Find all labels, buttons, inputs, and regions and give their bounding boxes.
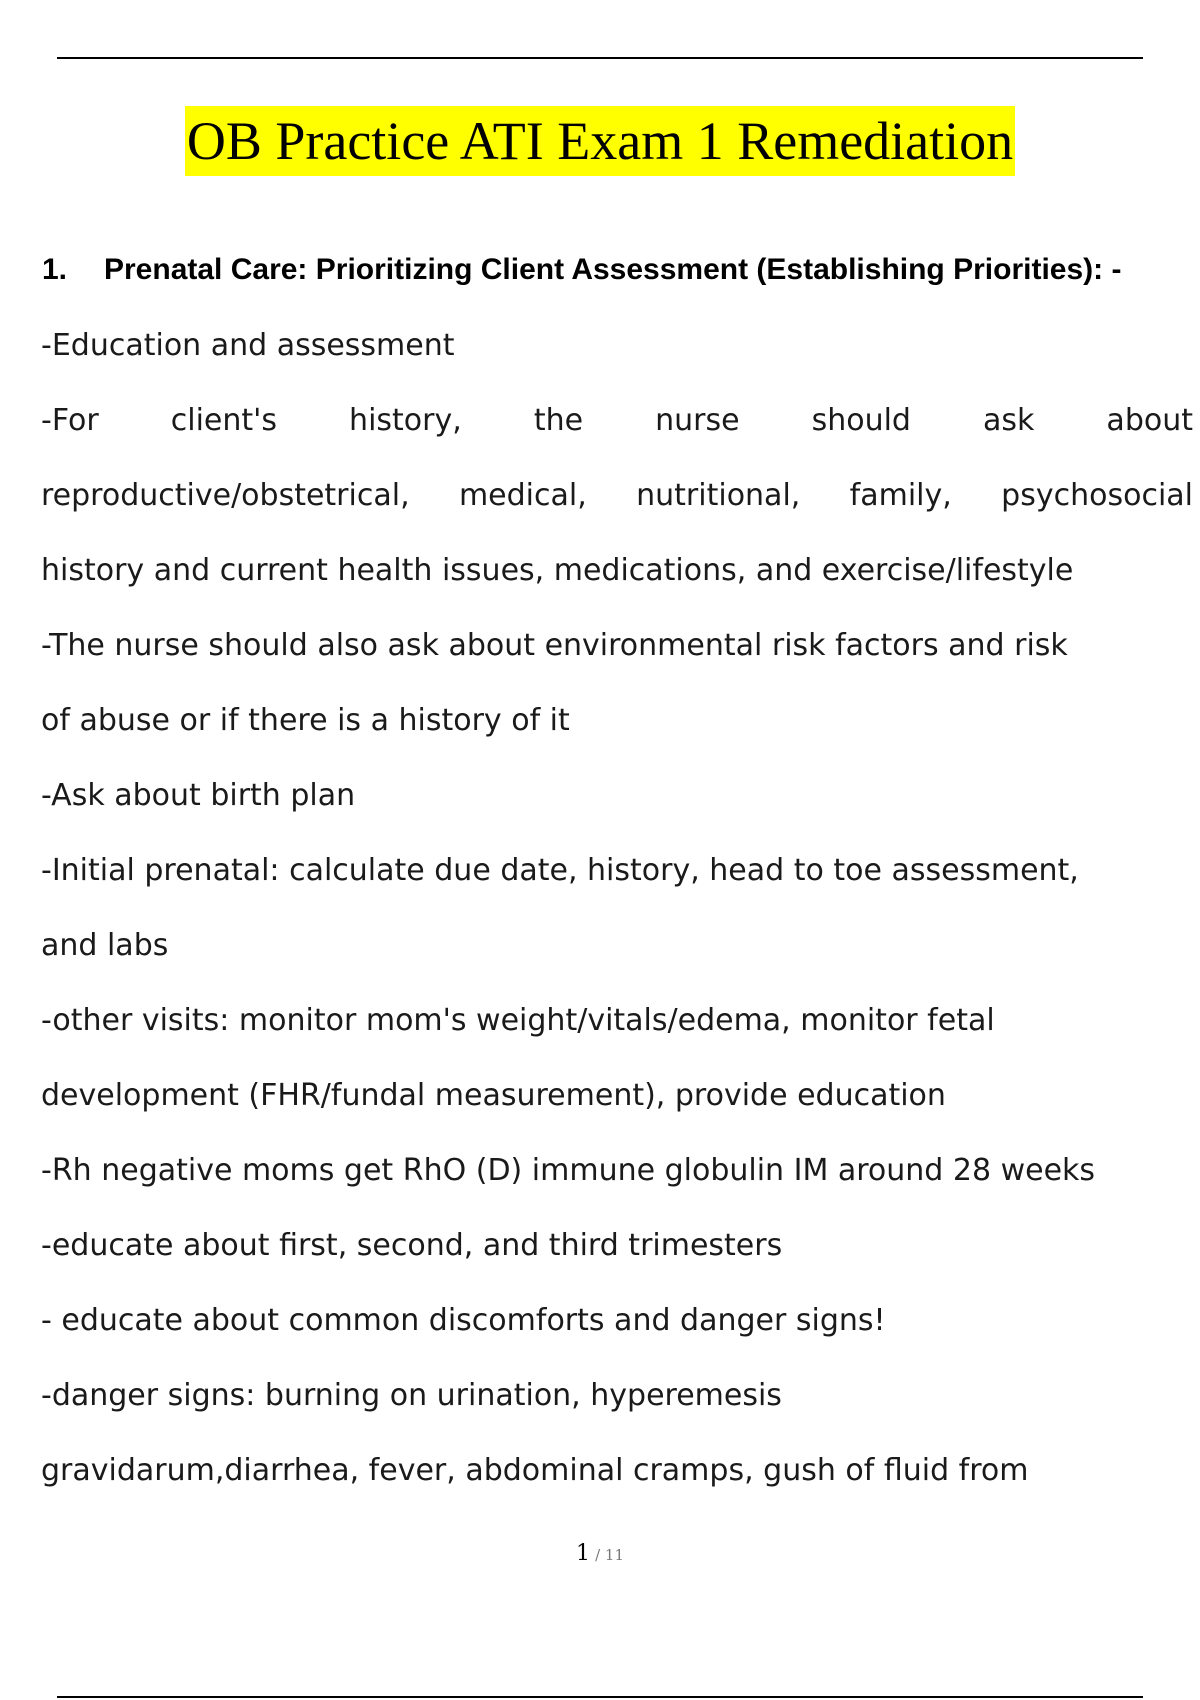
body-line: -Education and assessment <box>41 328 455 363</box>
page-total: / 11 <box>595 1546 624 1564</box>
top-divider <box>57 57 1143 59</box>
body-line: -Rh negative moms get RhO (D) immune globulin IM around 28 weeks <box>41 1153 1096 1188</box>
body-line: -For client's history, the nurse should ask about <box>41 403 1193 438</box>
body-line: -educate about first, second, and third trimesters <box>41 1228 783 1263</box>
body-line: of abuse or if there is a history of it <box>41 703 570 738</box>
body-line: reproductive/obstetrical, medical, nutritional, family, psychosocial <box>41 478 1193 513</box>
body-line: -danger signs: burning on urination, hyperemesis <box>41 1378 782 1413</box>
body-line: -Ask about birth plan <box>41 778 356 813</box>
body-line: gravidarum,diarrhea, fever, abdominal cramps, gush of fluid from <box>41 1453 1029 1488</box>
body-line: -The nurse should also ask about environmental risk factors and risk <box>41 628 1068 663</box>
body-line: and labs <box>41 928 169 963</box>
section-heading <box>42 250 1200 290</box>
page-number <box>0 1541 1200 1566</box>
body-line: -Initial prenatal: calculate due date, history, head to toe assessment, <box>41 853 1079 888</box>
section-heading-text: Prenatal Care: Prioritizing Client Assessment (Establishing Priorities): - <box>104 253 1122 286</box>
document-title: OB Practice ATI Exam 1 Remediation <box>185 106 1015 176</box>
section-number: 1. <box>42 253 68 286</box>
body-line: development (FHR/fundal measurement), provide education <box>41 1078 946 1113</box>
body-line: -other visits: monitor mom's weight/vitals/edema, monitor fetal <box>41 1003 995 1038</box>
body-line: - educate about common discomforts and danger signs! <box>41 1303 886 1338</box>
page-current: 1 <box>575 1541 590 1566</box>
bottom-divider <box>57 1696 1143 1698</box>
body-line: history and current health issues, medications, and exercise/lifestyle <box>41 553 1074 588</box>
title-container <box>0 106 1200 176</box>
